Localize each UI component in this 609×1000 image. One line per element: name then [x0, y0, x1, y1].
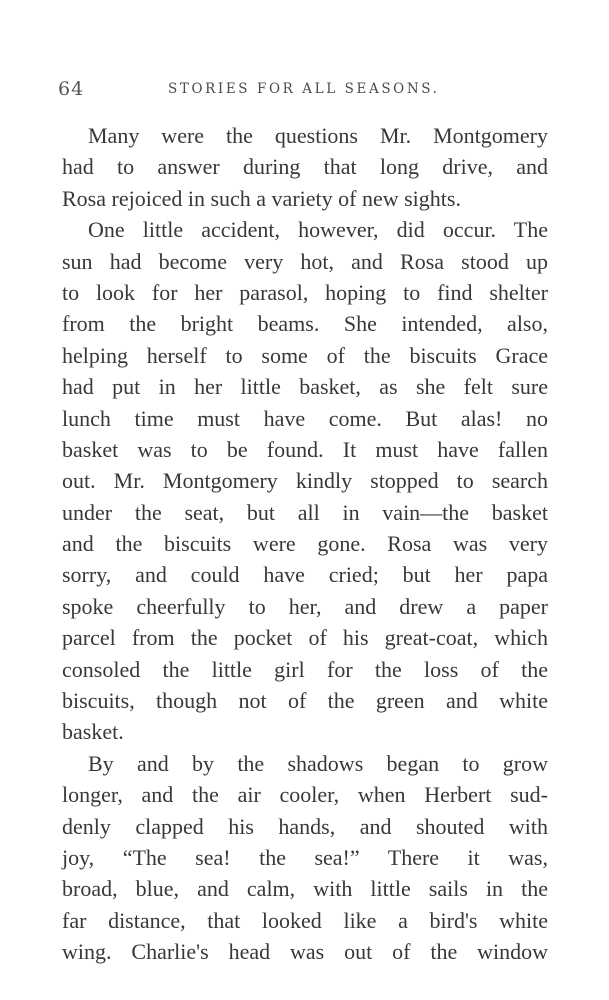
paragraph-2 [62, 214, 548, 748]
text-line: basket was to be found. It must have fallen [62, 436, 548, 462]
text-line: By and by the shadows began to grow [88, 750, 548, 776]
text-line: denly clapped his hands, and shouted with [62, 813, 548, 839]
text-line: out. Mr. Montgomery kindly stopped to search [62, 468, 548, 494]
paragraph-1 [62, 120, 548, 214]
page-number: 64 [58, 78, 85, 100]
text-line: One little accident, however, did occur. The [88, 217, 548, 243]
text-line: and the biscuits were gone. Rosa was very [62, 531, 548, 557]
text-line: to look for her parasol, hoping to find shelter [62, 279, 548, 305]
text-line: far distance, that looked like a bird's white [62, 907, 548, 933]
paragraph-3 [62, 748, 548, 968]
running-title: STORIES FOR ALL SEASONS. [168, 81, 440, 97]
text-line: basket. [62, 719, 124, 745]
text-line: joy, “The sea! the sea!” There it was, [62, 844, 548, 870]
text-line: helping herself to some of the biscuits Grace [62, 342, 548, 368]
text-line: parcel from the pocket of his great-coat, which [62, 625, 548, 651]
text-line: Many were the questions Mr. Montgomery [88, 123, 548, 148]
text-line: had put in her little basket, as she felt sure [62, 374, 548, 400]
text-line: longer, and the air cooler, when Herbert sud- [62, 782, 548, 808]
text-line: sorry, and could have cried; but her papa [62, 562, 548, 588]
text-line: lunch time must have come. But alas! no [62, 405, 548, 431]
text-line: consoled the little girl for the loss of the [62, 656, 548, 682]
text-line: spoke cheerfully to her, and drew a paper [62, 593, 548, 619]
text-line: from the bright beams. She intended, also, [62, 311, 548, 337]
text-line: under the seat, but all in vain—the basket [62, 499, 548, 525]
text-line: Rosa rejoiced in such a variety of new sights. [62, 185, 461, 211]
body-text [62, 120, 548, 968]
text-line: sun had become very hot, and Rosa stood up [62, 248, 548, 274]
text-line: wing. Charlie's head was out of the window [62, 939, 548, 965]
running-header [58, 78, 552, 102]
text-line: broad, blue, and calm, with little sails in the [62, 876, 548, 902]
text-line: biscuits, though not of the green and white [62, 688, 548, 714]
text-line: had to answer during that long drive, and [62, 154, 548, 180]
